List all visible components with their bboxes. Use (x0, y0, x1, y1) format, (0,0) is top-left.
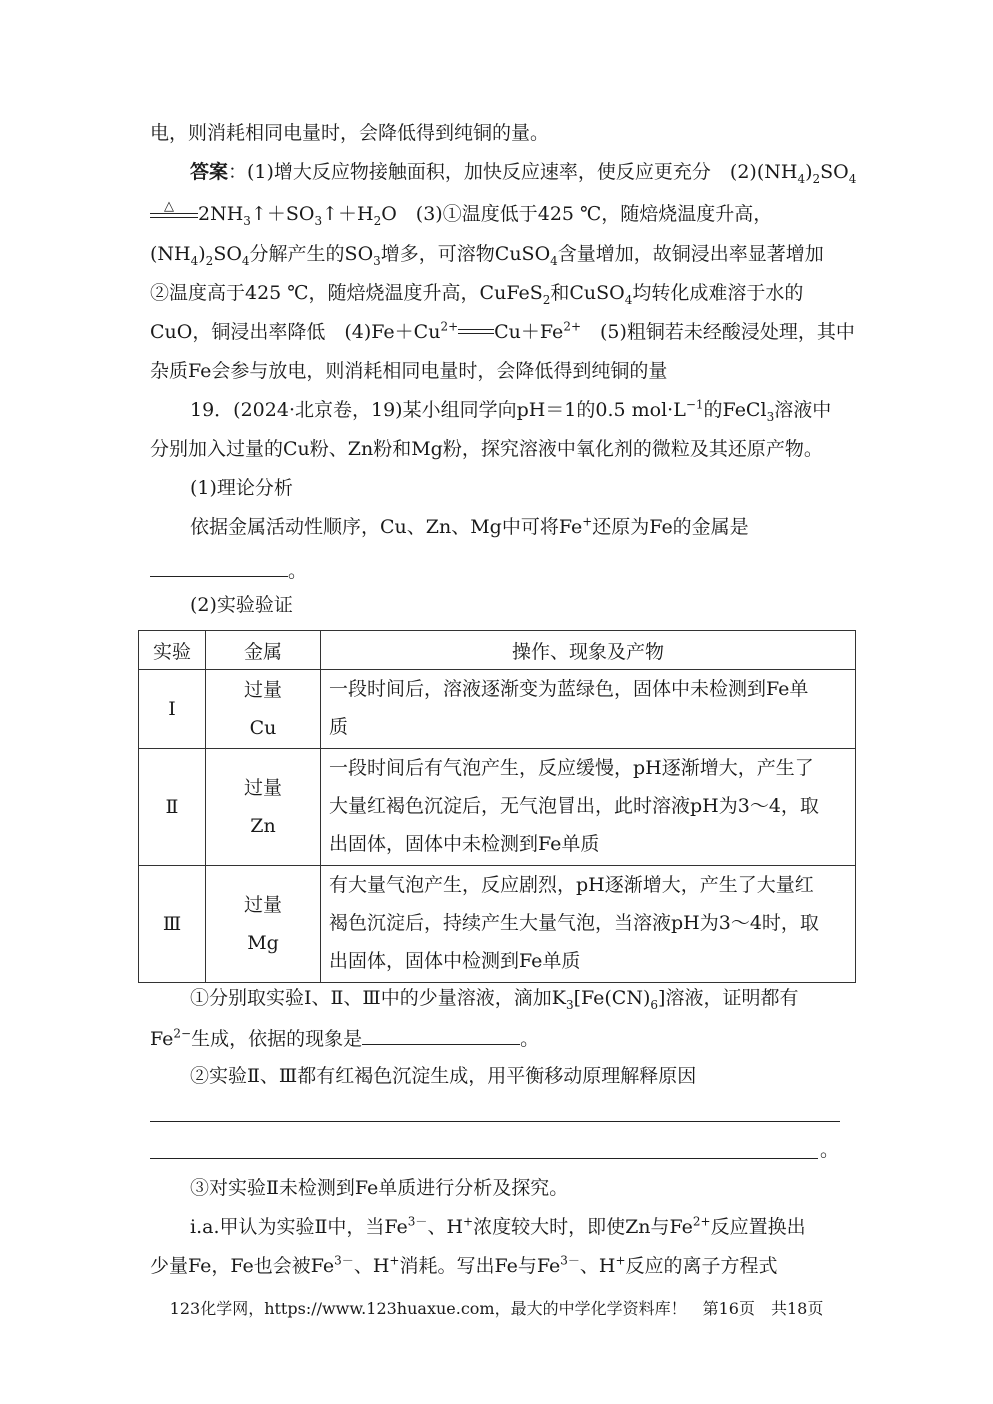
answer-line: 答案：(1)增大反应物接触面积，加快反应速率，使反应更充分 $(2)(NH_4)_2SO_4$ (190, 161, 857, 186)
answer-line: CuO，铜浸出率降低 $(4)Fe+Cu^{2+}$ $Cu+Fe^{2+}$ (5)粗铜若未经酸浸处理，其中 (150, 319, 855, 343)
table-row (139, 749, 856, 866)
table-row (139, 866, 856, 983)
description-cell: 一段时间后有气泡产生，反应缓慢，pH逐渐增大，产生了 大量红褐色沉淀后，无气泡冒出，此时溶液pH为3～4，取 出固体，固体中未检测到Fe单质 (321, 749, 856, 866)
text-line: 电，则消耗相同电量时，会降低得到纯铜的量。 (150, 122, 550, 144)
table-header: 实验 (139, 631, 206, 670)
answer-blank[interactable] (362, 1024, 520, 1045)
table-header: 操作、现象及产物 (321, 631, 856, 670)
answer-rule-line[interactable] (150, 1121, 840, 1122)
table-header: 金属 (206, 631, 321, 670)
metal-cell: 过量 Cu (206, 670, 321, 749)
answer-blank-line: 。 (150, 556, 842, 584)
table-header-row (139, 631, 856, 670)
question-19-line: 分别加入过量的Cu粉、Zn粉和Mg粉，探究溶液中氧化剂的微粒及其还原产物。 (150, 438, 823, 460)
equals-sign (458, 326, 494, 340)
question-19-line: 19．(2024·北京卷，19)某小组同学向pH＝1的0.5 $mol\cdot L^{-1}$的FeCl$_3$溶液中 (190, 397, 832, 424)
answer-line: $(NH_4)_2SO_4$分解产生的$SO_3$增多，可溶物CuSO$_4$含量增加，故铜浸出率显著增加 (150, 243, 824, 268)
text-line: 少量Fe，Fe也会被$Fe^{3-}$、H+消耗。写出Fe与$Fe^{3-}$、H+反应的离子方程式 (150, 1253, 778, 1277)
page-footer: 123化学网，https://www.123huaxue.com，最大的中学化学资料库！ 第16页 共18页 (169, 1299, 824, 1318)
metal-cell: 过量 Zn (206, 749, 321, 866)
experiment-id: Ⅰ (139, 670, 206, 749)
section-heading: (2)实验验证 (190, 594, 293, 616)
metal-cell: 过量 Mg (206, 866, 321, 983)
description-cell: 一段时间后，溶液逐渐变为蓝绿色，固体中未检测到Fe单 质 (321, 670, 856, 749)
answer-line: ②温度高于425 ℃，随焙烧温度升高，CuFeS$_2$和CuSO$_4$均转化成难溶于水的 (150, 282, 804, 307)
answer-rule-line[interactable] (150, 1158, 818, 1159)
experiment-id: Ⅱ (139, 749, 206, 866)
experiment-id: Ⅲ (139, 866, 206, 983)
answer-line: 杂质Fe会参与放电，则消耗相同电量时，会降低得到纯铜的量 (150, 360, 668, 382)
description-cell: 有大量气泡产生，反应剧烈，pH逐渐增大，产生了大量红 褐色沉淀后，持续产生大量气泡，当溶液pH为3～4时，取 出固体，固体中检测到Fe单质 (321, 866, 856, 983)
text-line: 依据金属活动性顺序，Cu、Zn、Mg中可将Fe+还原为Fe的金属是 (190, 514, 749, 538)
answer-line: △ $2NH_3↑+SO_3↑+H_2O$ (3)①温度低于425 ℃，随焙烧温度升高， (150, 201, 842, 227)
answer-blank[interactable] (150, 556, 288, 577)
text-line: ①分别取实验Ⅰ、Ⅱ、Ⅲ中的少量溶液，滴加$K_3[Fe(CN)_6]$溶液，证明都有 (190, 987, 799, 1012)
text-line: $Fe^{2-}$生成，依据的现象是 。 (150, 1024, 842, 1052)
heating-equals-sign: △ (150, 204, 198, 226)
text-line: ⅰ.a.甲认为实验Ⅱ中，当$Fe^{3-}$、H+浓度较大时，即使Zn与$Fe^{2+}$反应置换出 (190, 1214, 806, 1238)
text-line: ③对实验Ⅱ未检测到Fe单质进行分析及探究。 (190, 1177, 569, 1199)
experiment-table (138, 630, 856, 983)
table-row (139, 670, 856, 749)
text-line: ②实验Ⅱ、Ⅲ都有红褐色沉淀生成，用平衡移动原理解释原因 (190, 1065, 697, 1087)
text-line: 。 (820, 1139, 840, 1161)
section-heading: (1)理论分析 (190, 477, 293, 499)
